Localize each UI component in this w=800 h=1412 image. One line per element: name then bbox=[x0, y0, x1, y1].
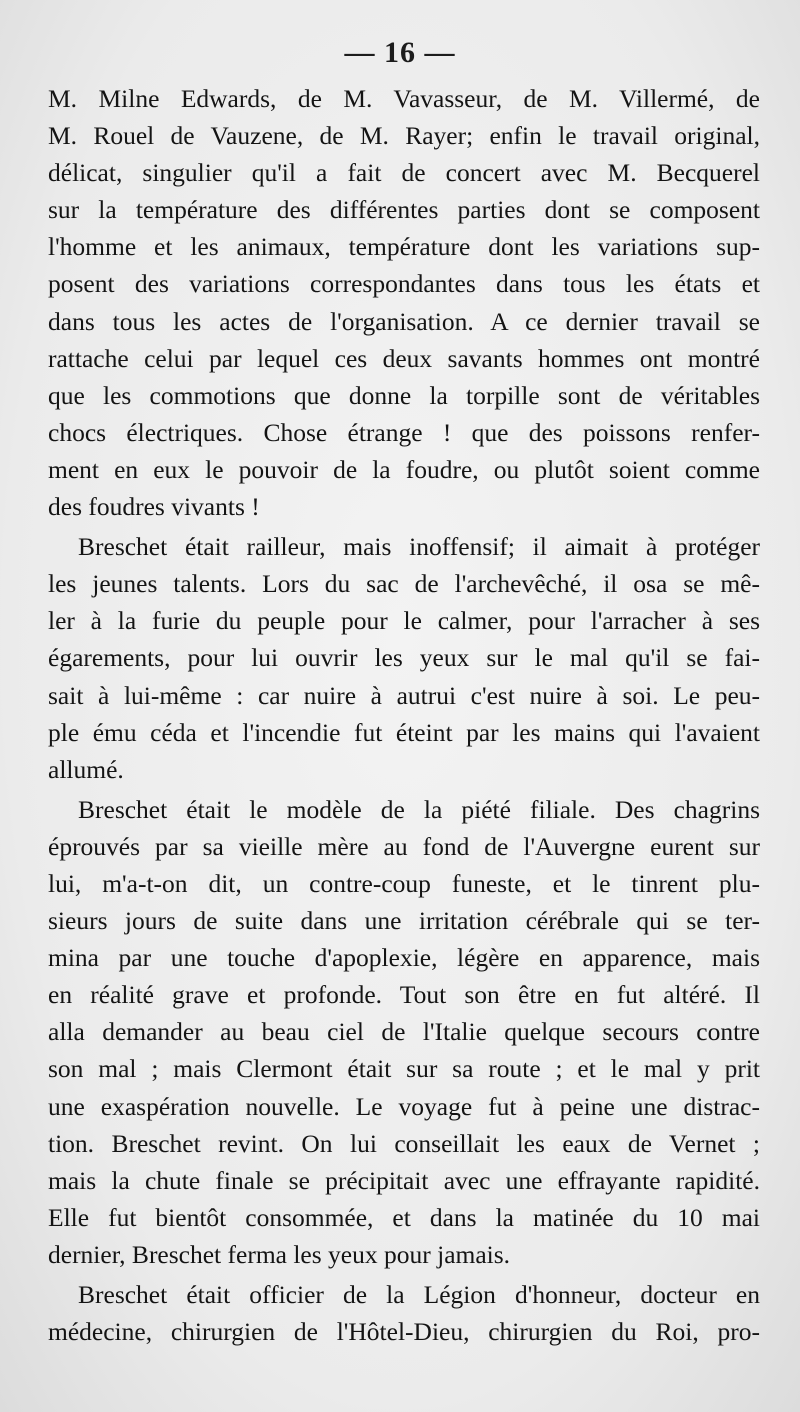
page-number: — 16 — bbox=[344, 36, 456, 69]
text-line: délicat, singulier qu'il a fait de concert avec M. Becquerel bbox=[48, 158, 760, 188]
text-line: Breschet était officier de la Légion d'honneur, docteur en bbox=[78, 1280, 760, 1309]
paragraph bbox=[48, 80, 760, 525]
text-line: égarements, pour lui ouvrir les yeux sur le mal qu'il se fai- bbox=[48, 643, 760, 673]
text-line: Breschet était le modèle de la piété filiale. Des chagrins bbox=[78, 794, 760, 824]
text-line: en réalité grave et profonde. Tout son être en fut altéré. Il bbox=[48, 980, 760, 1010]
text-line: les jeunes talents. Lors du sac de l'archevêché, il osa se mê- bbox=[48, 569, 760, 599]
text-line: M. Milne Edwards, de M. Vavasseur, de M. Villermé, de bbox=[48, 84, 760, 113]
text-line: alla demander au beau ciel de l'Italie quelque secours contre bbox=[48, 1017, 760, 1047]
text-line: chocs électriques. Chose étrange ! que des poissons renfer- bbox=[48, 417, 760, 447]
text-line: Breschet était railleur, mais inoffensif; il aimait à protéger bbox=[78, 532, 760, 562]
text-line: M. Rouel de Vauzene, de M. Rayer; enfin le travail original, bbox=[48, 121, 760, 151]
text-line: sur la température des différentes parties dont se composent bbox=[48, 195, 760, 225]
text-line: sieurs jours de suite dans une irritation cérébrale qui se ter- bbox=[48, 906, 760, 936]
text-line: des foudres vivants ! bbox=[48, 492, 260, 522]
text-line: dernier, Breschet ferma les yeux pour jamais. bbox=[48, 1239, 511, 1269]
text-line: ple ému céda et l'incendie fut éteint par les mains qui l'avaient bbox=[48, 717, 760, 747]
text-line: tion. Breschet revint. On lui conseillait les eaux de Vernet ; bbox=[48, 1128, 760, 1158]
text-line: allumé. bbox=[48, 754, 124, 784]
text-line: sait à lui-même : car nuire à autrui c'est nuire à soi. Le peu- bbox=[48, 680, 760, 710]
text-line: Elle fut bientôt consommée, et dans la matinée du 10 mai bbox=[48, 1202, 760, 1232]
paragraph bbox=[48, 791, 760, 1273]
text-line: son mal ; mais Clermont était sur sa route ; et le mal y prit bbox=[48, 1054, 760, 1084]
text-line: dans tous les actes de l'organisation. A ce dernier travail se bbox=[48, 306, 760, 336]
text-line: lui, m'a-t-on dit, un contre-coup funeste, et le tinrent plu- bbox=[48, 868, 760, 898]
text-line: posent des variations correspondantes dans tous les états et bbox=[48, 269, 760, 299]
paragraph bbox=[48, 1276, 760, 1350]
text-line: rattache celui par lequel ces deux savants hommes ont montré bbox=[48, 343, 760, 373]
text-line: mina par une touche d'apoplexie, légère en apparence, mais bbox=[48, 943, 760, 973]
paragraph bbox=[48, 528, 760, 788]
text-line: ler à la furie du peuple pour le calmer, pour l'arracher à ses bbox=[48, 606, 760, 636]
text-line: médecine, chirurgien de l'Hôtel-Dieu, chirurgien du Roi, pro- bbox=[48, 1317, 760, 1347]
text-line: que les commotions que donne la torpille sont de véritables bbox=[48, 380, 760, 410]
text-line: ment en eux le pouvoir de la foudre, ou plutôt soient comme bbox=[48, 454, 760, 484]
text-line: éprouvés par sa vieille mère au fond de l'Auvergne eurent sur bbox=[48, 831, 760, 861]
body-text bbox=[48, 80, 760, 1350]
text-line: l'homme et les animaux, température dont les variations sup- bbox=[48, 232, 760, 262]
text-line: une exaspération nouvelle. Le voyage fut à peine une distrac- bbox=[48, 1091, 760, 1121]
text-line: mais la chute finale se précipitait avec une effrayante rapidité. bbox=[48, 1165, 760, 1195]
